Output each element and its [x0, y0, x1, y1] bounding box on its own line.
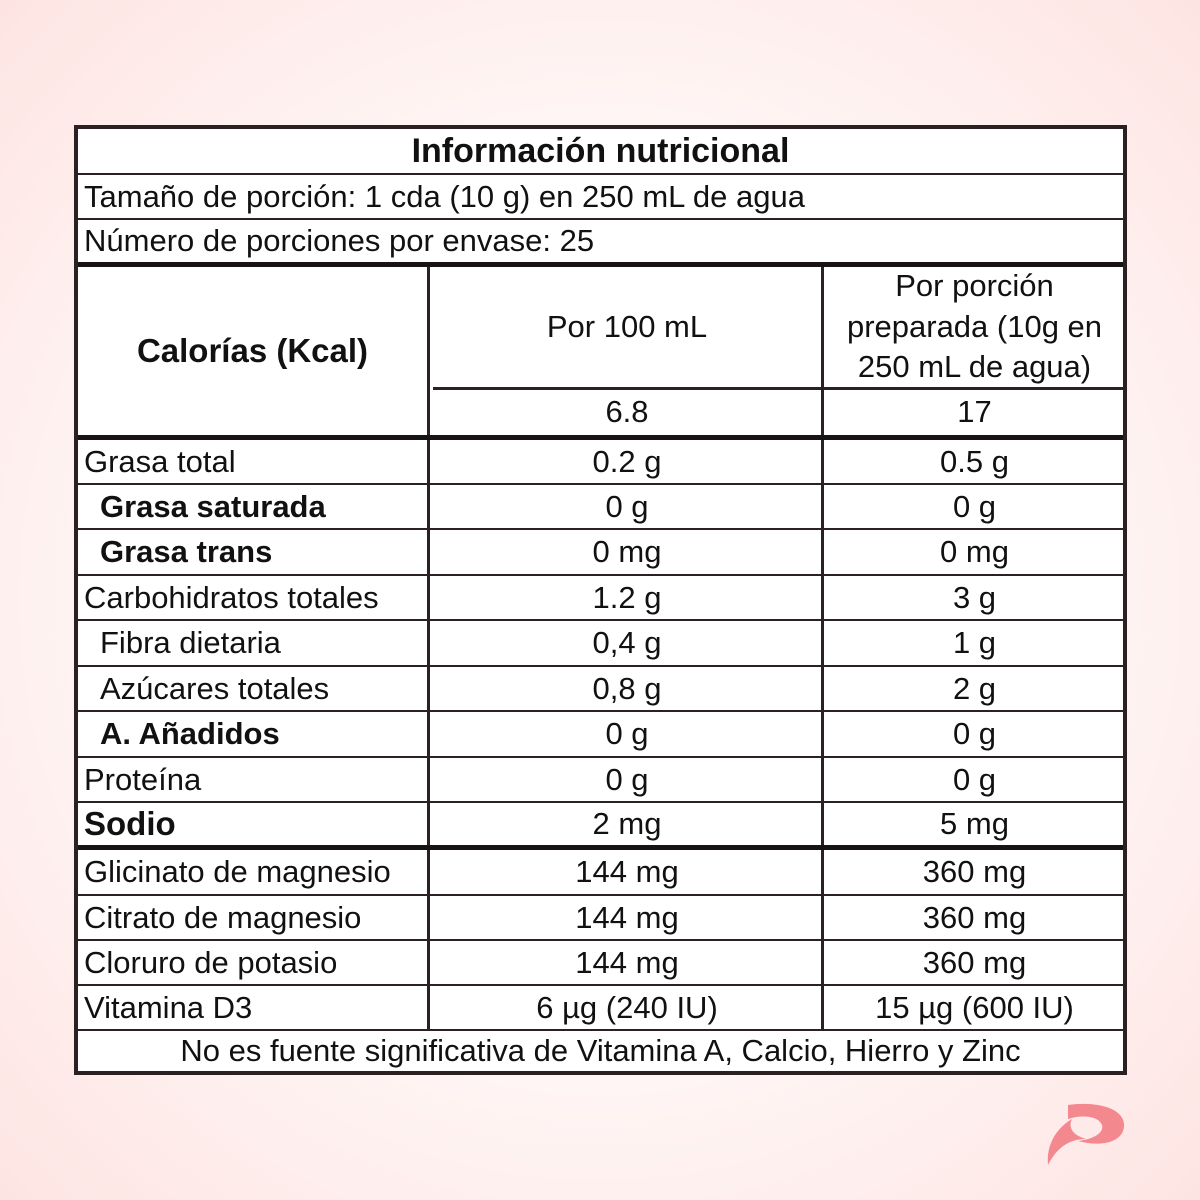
mineral-name: Cloruro de potasio: [78, 941, 430, 984]
calories-label: Calorías (Kcal): [78, 267, 430, 435]
nutrient-row-grasa-total: [78, 440, 1123, 485]
nutrient-name: Proteína: [78, 758, 430, 801]
nutrient-row-grasa-saturada: [78, 485, 1123, 530]
nutrient-per-serving: 0 g: [952, 716, 997, 751]
nutrient-per-100ml: 0 g: [433, 712, 824, 756]
servings-per-container: Número de porciones por envase: 25: [84, 223, 595, 258]
nutrient-per-100ml: 0,8 g: [433, 667, 824, 710]
calories-per-serving: 17: [957, 394, 992, 430]
nutrient-per-100ml: 0.2 g: [433, 440, 824, 483]
nutrition-facts-table: [74, 125, 1127, 1075]
nutrient-name: Azúcares totales: [78, 667, 430, 710]
table-title-row: [78, 129, 1123, 175]
footer-row: [78, 1031, 1123, 1071]
nutrient-row-carbohidratos: [78, 576, 1123, 621]
nutrient-row-fibra: [78, 621, 1123, 667]
nutrient-per-serving: 0 g: [952, 761, 997, 797]
nutrient-per-serving: 1 g: [952, 625, 997, 660]
mineral-row-vitamina-d3: [78, 986, 1123, 1031]
nutrient-per-100ml: 0 g: [433, 758, 824, 801]
table-title: Información nutricional: [411, 131, 790, 170]
serving-size: Tamaño de porción: 1 cda (10 g) en 250 mL de agua: [84, 178, 805, 214]
nutrient-per-serving: 5 mg: [940, 806, 1009, 841]
nutrient-per-serving: 2 g: [952, 670, 997, 706]
mineral-per-serving: 360 mg: [922, 944, 1027, 980]
nutrient-name: A. Añadidos: [78, 712, 430, 756]
nutrient-row-grasa-trans: [78, 530, 1123, 576]
mineral-name: Citrato de magnesio: [78, 896, 430, 939]
brand-logo-icon: [1042, 1103, 1126, 1167]
nutrient-name: Carbohidratos totales: [78, 576, 430, 619]
mineral-per-100ml: 144 mg: [433, 896, 824, 939]
calories-per-100ml: 6.8: [433, 390, 824, 435]
nutrient-name: Fibra dietaria: [78, 621, 430, 665]
mineral-per-serving: 360 mg: [922, 854, 1027, 889]
serving-size-row: [78, 175, 1123, 220]
mineral-per-100ml: 6 µg (240 IU): [433, 986, 824, 1029]
mineral-name: Vitamina D3: [78, 986, 430, 1029]
servings-per-container-row: [78, 220, 1123, 267]
nutrient-row-anadidos: [78, 712, 1123, 758]
mineral-per-100ml: 144 mg: [433, 941, 824, 984]
mineral-row-cloruro: [78, 941, 1123, 986]
nutrient-per-serving: 0 g: [952, 488, 997, 524]
nutrient-name: Grasa total: [78, 440, 430, 483]
mineral-per-serving: 15 µg (600 IU): [875, 989, 1074, 1025]
nutrient-per-100ml: 2 mg: [433, 803, 824, 845]
calories-header-block: [78, 267, 1123, 440]
nutrient-name: Grasa trans: [78, 530, 430, 574]
mineral-row-glicinato: [78, 850, 1123, 896]
nutrient-per-100ml: 1.2 g: [433, 576, 824, 619]
nutrient-row-proteina: [78, 758, 1123, 803]
nutrient-per-100ml: 0 g: [433, 485, 824, 528]
nutrient-per-100ml: 0 mg: [433, 530, 824, 574]
mineral-name: Glicinato de magnesio: [78, 850, 430, 894]
footer-note: No es fuente significativa de Vitamina A, Calcio, Hierro y Zinc: [180, 1033, 1021, 1068]
nutrient-per-serving: 0.5 g: [940, 443, 1009, 479]
nutrient-name: Sodio: [78, 803, 430, 845]
column-header-per-100ml: Por 100 mL: [433, 267, 824, 390]
nutrient-row-azucares: [78, 667, 1123, 712]
nutrient-per-serving: 0 mg: [940, 534, 1009, 569]
nutrient-name: Grasa saturada: [78, 485, 430, 528]
column-header-per-serving: Por porción preparada (10g en 250 mL de agua): [824, 267, 1125, 390]
nutrient-per-serving: 3 g: [952, 579, 997, 615]
mineral-row-citrato: [78, 896, 1123, 941]
mineral-per-100ml: 144 mg: [433, 850, 824, 894]
nutrient-per-100ml: 0,4 g: [433, 621, 824, 665]
nutrient-row-sodio: [78, 803, 1123, 850]
mineral-per-serving: 360 mg: [922, 899, 1027, 935]
